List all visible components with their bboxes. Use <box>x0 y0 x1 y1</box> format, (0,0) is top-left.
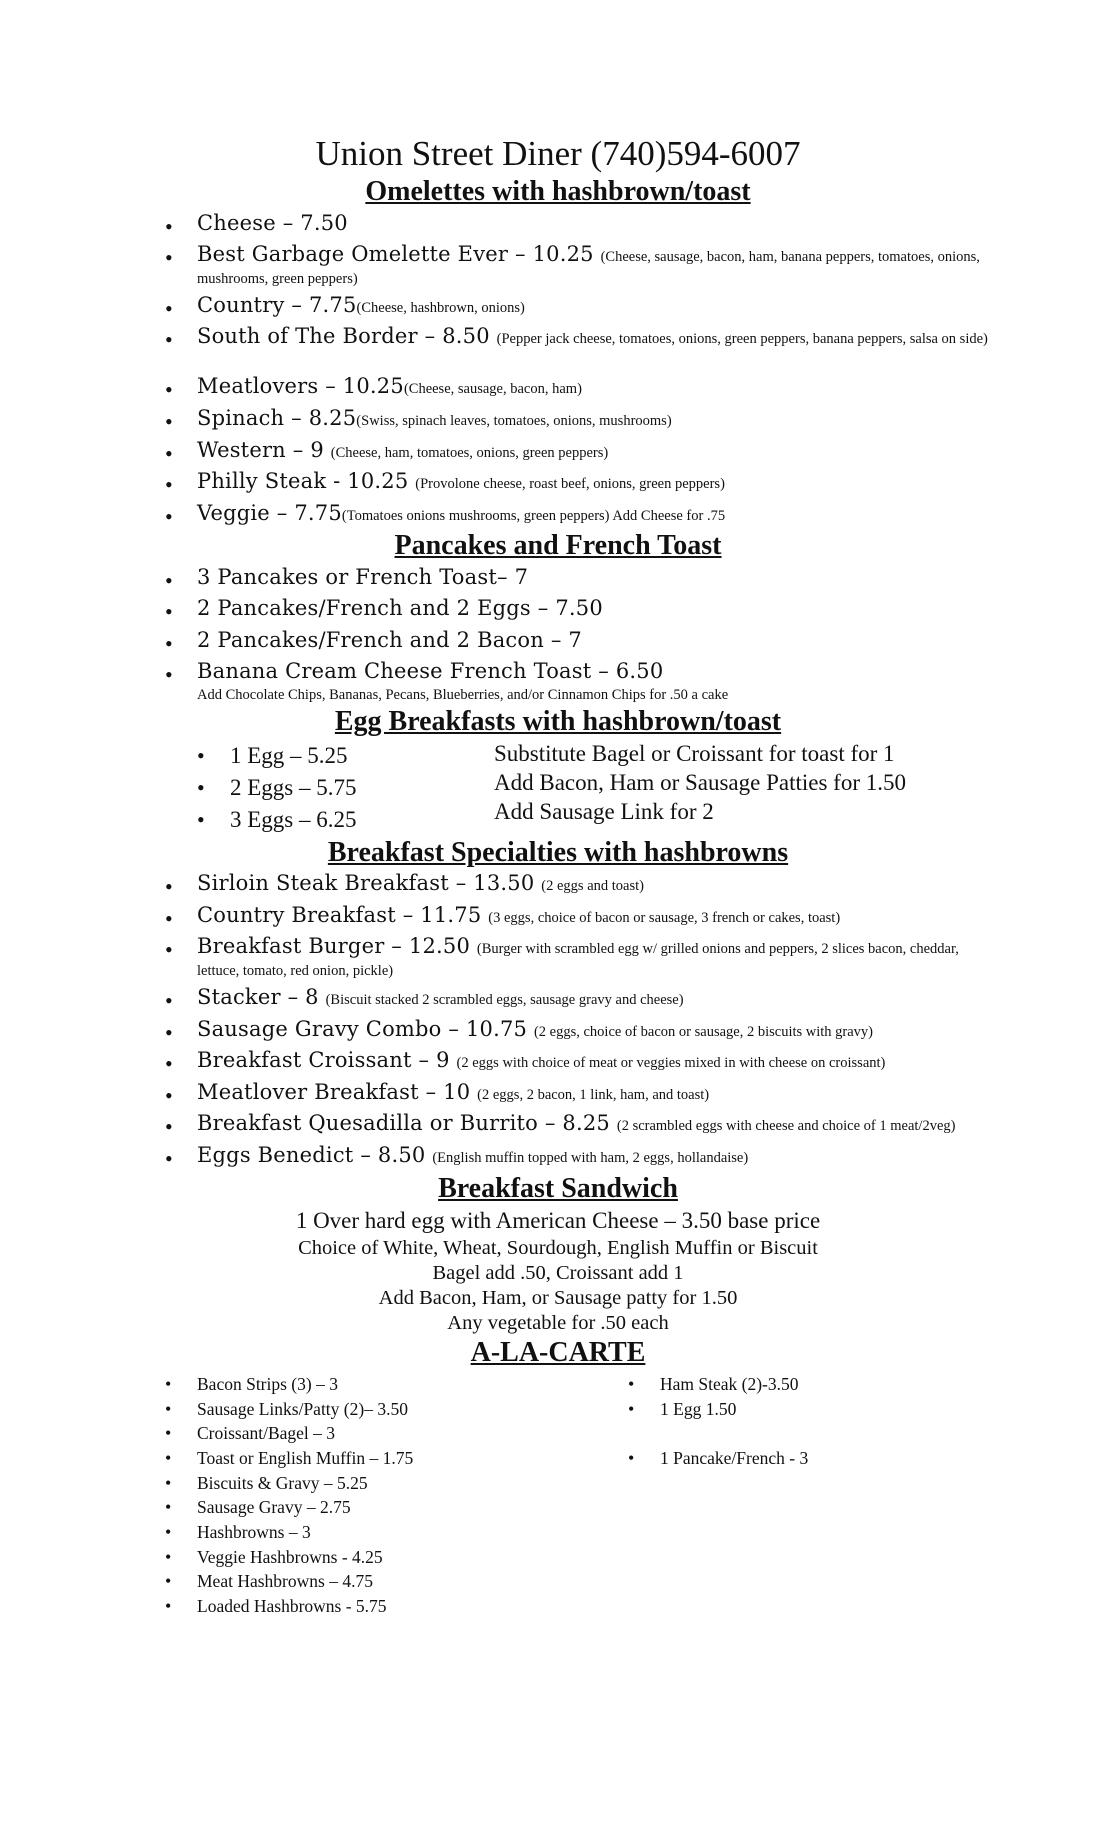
bullet-icon: • <box>628 1448 635 1468</box>
item-name: 2 Eggs – 5.75 <box>230 775 357 800</box>
bullet-icon: • <box>165 1051 173 1076</box>
bullet-icon: • <box>165 472 173 497</box>
item-name: Biscuits & Gravy – 5.25 <box>197 1473 368 1493</box>
bullet-icon: • <box>165 409 173 434</box>
item-name: Cheese – 7.50 <box>197 211 348 235</box>
item-name: 3 Pancakes or French Toast– 7 <box>197 565 529 589</box>
bullet-icon: • <box>165 1423 172 1443</box>
bullet-icon: • <box>165 937 173 962</box>
bullet-icon: • <box>165 441 173 466</box>
bullet-icon: • <box>165 631 173 656</box>
item-name: Philly Steak - 10.25 <box>197 469 416 493</box>
item-name: Meatlovers – 10.25 <box>197 374 404 398</box>
bullet-icon: • <box>165 296 173 321</box>
item-description: (Cheese, sausage, bacon, ham, banana peppers, tomatoes, onions, mushrooms, green peppers) <box>197 249 980 287</box>
bullet-icon: • <box>165 1083 173 1108</box>
item-name: Banana Cream Cheese French Toast – 6.50 <box>197 659 664 683</box>
bullet-icon: • <box>165 245 173 270</box>
bullet-icon: • <box>165 568 173 593</box>
item-name: Eggs Benedict – 8.50 <box>197 1143 433 1167</box>
item-name: Hashbrowns – 3 <box>197 1522 311 1542</box>
item-name: 1 Pancake/French - 3 <box>660 1448 809 1468</box>
item-name: Stacker – 8 <box>197 985 326 1009</box>
bullet-icon: • <box>165 1114 173 1139</box>
sandwich-base: 1 Over hard egg with American Cheese – 3.50 base price <box>295 1208 821 1233</box>
bullet-icon: • <box>165 599 173 624</box>
item-name: Croissant/Bagel – 3 <box>197 1423 336 1443</box>
item-description: (2 eggs, 2 bacon, 1 link, ham, and toast) <box>477 1087 710 1103</box>
egg-note: Add Bacon, Ham or Sausage Patties for 1.50 <box>494 770 907 795</box>
item-description: (Biscuit stacked 2 scrambled eggs, sausage gravy and cheese) <box>325 992 684 1008</box>
item-description: (Pepper jack cheese, tomatoes, onions, green peppers, banana peppers, salsa on side) <box>496 331 988 347</box>
bullet-icon: • <box>165 214 173 239</box>
specialties-heading: Breakfast Specialties with hashbrowns <box>327 837 789 868</box>
item-name: Sirloin Steak Breakfast – 13.50 <box>197 871 542 895</box>
bullet-icon: • <box>165 327 173 352</box>
bullet-icon: • <box>165 1497 172 1517</box>
item-description: (Tomatoes onions mushrooms, green peppers) Add Cheese for .75 <box>341 508 726 524</box>
pancakes-heading: Pancakes and French Toast <box>394 530 722 561</box>
item-name: 3 Eggs – 6.25 <box>230 807 357 832</box>
bullet-icon: • <box>165 1020 173 1045</box>
bullet-icon: • <box>165 377 173 402</box>
item-name: Loaded Hashbrowns - 5.75 <box>197 1596 387 1616</box>
bullet-icon: • <box>165 1146 173 1171</box>
bullet-icon: • <box>165 504 173 529</box>
item-description: (Cheese, ham, tomatoes, onions, green peppers) <box>330 445 609 461</box>
bullet-icon: • <box>165 1571 172 1591</box>
item-name: Veggie Hashbrowns - 4.25 <box>197 1547 383 1567</box>
bullet-icon: • <box>197 775 205 800</box>
sandwich-line: Any vegetable for .50 each <box>447 1312 669 1334</box>
item-description: (Cheese, sausage, bacon, ham) <box>403 381 582 397</box>
bullet-icon: • <box>197 807 205 832</box>
bullet-icon: • <box>165 1473 172 1493</box>
item-name: 1 Egg 1.50 <box>660 1399 737 1419</box>
bullet-icon: • <box>197 743 205 768</box>
egg-note: Substitute Bagel or Croissant for toast for 1 <box>494 741 895 766</box>
item-name: Spinach – 8.25 <box>197 406 357 430</box>
item-description: (2 scrambled eggs with cheese and choice of 1 meat/2veg) <box>616 1118 956 1134</box>
item-name: Toast or English Muffin – 1.75 <box>197 1448 414 1468</box>
item-description: (Cheese, hashbrown, onions) <box>356 300 525 316</box>
item-description: (English muffin topped with ham, 2 eggs, hollandaise) <box>432 1150 749 1166</box>
item-description: (Burger with scrambled egg w/ grilled onions and peppers, 2 slices bacon, cheddar, lettuce, tomato, red onion, pickle) <box>197 941 959 979</box>
omelettes-heading: Omelettes with hashbrown/toast <box>365 176 751 207</box>
bullet-icon: • <box>165 662 173 687</box>
sandwich-line: Bagel add .50, Croissant add 1 <box>432 1262 684 1284</box>
item-name: Best Garbage Omelette Ever – 10.25 <box>197 242 601 266</box>
pancakes-addon-note: Add Chocolate Chips, Bananas, Pecans, Blueberries, and/or Cinnamon Chips for .50 a cake <box>197 687 729 703</box>
bullet-icon: • <box>628 1399 635 1419</box>
item-name: Meatlover Breakfast – 10 <box>197 1080 478 1104</box>
egg-breakfasts-heading: Egg Breakfasts with hashbrown/toast <box>334 706 782 737</box>
item-name: Breakfast Burger – 12.50 <box>197 934 477 958</box>
item-description: (2 eggs, choice of bacon or sausage, 2 biscuits with gravy) <box>533 1024 874 1040</box>
item-description: (3 eggs, choice of bacon or sausage, 3 french or cakes, toast) <box>488 910 841 926</box>
item-name: Country – 7.75 <box>197 293 357 317</box>
item-name: Sausage Gravy Combo – 10.75 <box>197 1017 534 1041</box>
bullet-icon: • <box>165 906 173 931</box>
item-name: South of The Border – 8.50 <box>197 324 497 348</box>
alacarte-heading: A-LA-CARTE <box>470 1337 646 1368</box>
item-name: Sausage Gravy – 2.75 <box>197 1497 351 1517</box>
bullet-icon: • <box>628 1374 635 1394</box>
bullet-icon: • <box>165 1374 172 1394</box>
bullet-icon: • <box>165 1399 172 1419</box>
item-name: Meat Hashbrowns – 4.75 <box>197 1571 373 1591</box>
item-name: Ham Steak (2)-3.50 <box>660 1374 799 1394</box>
item-name: Breakfast Croissant – 9 <box>197 1048 457 1072</box>
item-description: (Provolone cheese, roast beef, onions, green peppers) <box>415 476 725 492</box>
item-name: Veggie – 7.75 <box>197 501 342 525</box>
item-name: Western – 9 <box>197 438 331 462</box>
bullet-icon: • <box>165 1448 172 1468</box>
item-name: 2 Pancakes/French and 2 Eggs – 7.50 <box>197 596 603 620</box>
item-description: (2 eggs and toast) <box>541 878 644 894</box>
item-description: (2 eggs with choice of meat or veggies mixed in with cheese on croissant) <box>456 1055 886 1071</box>
bullet-icon: • <box>165 988 173 1013</box>
sandwich-line: Choice of White, Wheat, Sourdough, English Muffin or Biscuit <box>298 1237 818 1259</box>
item-name: Country Breakfast – 11.75 <box>197 903 489 927</box>
bullet-icon: • <box>165 1596 172 1616</box>
egg-note: Add Sausage Link for 2 <box>494 799 714 824</box>
bullet-icon: • <box>165 1547 172 1567</box>
item-name: Breakfast Quesadilla or Burrito – 8.25 <box>197 1111 617 1135</box>
bullet-icon: • <box>165 874 173 899</box>
sandwich-line: Add Bacon, Ham, or Sausage patty for 1.50 <box>378 1287 738 1309</box>
item-name: 1 Egg – 5.25 <box>230 743 348 768</box>
page-title: Union Street Diner (740)594-6007 <box>315 134 801 173</box>
item-name: Bacon Strips (3) – 3 <box>197 1374 338 1394</box>
item-description: (Swiss, spinach leaves, tomatoes, onions, mushrooms) <box>356 413 672 429</box>
item-name: 2 Pancakes/French and 2 Bacon – 7 <box>197 628 582 652</box>
item-name: Sausage Links/Patty (2)– 3.50 <box>197 1399 408 1419</box>
bullet-icon: • <box>165 1522 172 1542</box>
sandwich-heading: Breakfast Sandwich <box>438 1173 678 1204</box>
